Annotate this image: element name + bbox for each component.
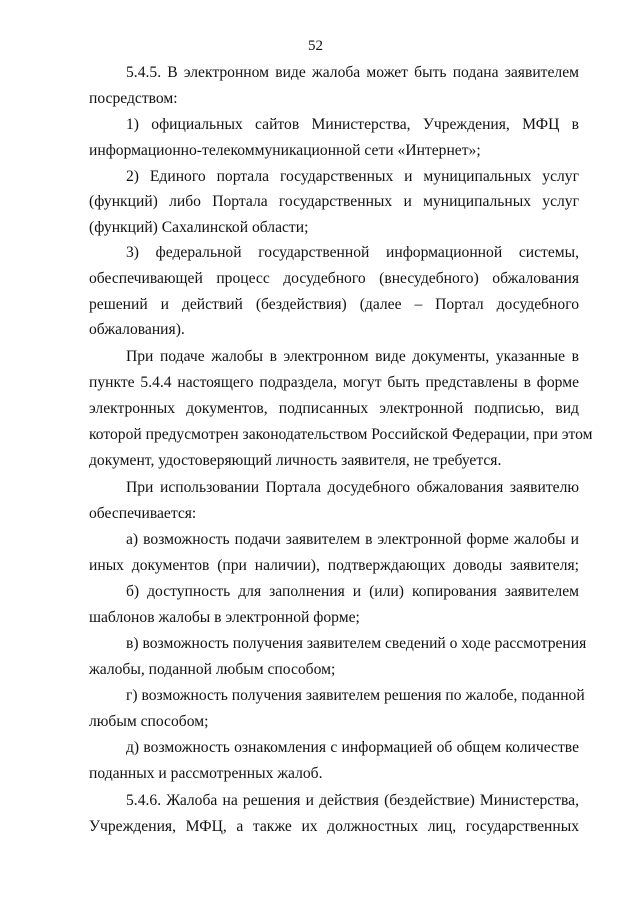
text-line: иных документов (при наличии), подтверждающих доводы заявителя; bbox=[89, 557, 579, 574]
text-line: в) возможность получения заявителем сведений о ходе рассмотрения bbox=[126, 635, 587, 652]
text-line: (функций) Сахалинской области; bbox=[89, 219, 309, 236]
text-line: обеспечивающей процесс досудебного (внесудебного) обжалования bbox=[89, 270, 579, 287]
text-line: 3) федеральной государственной информационной системы, bbox=[126, 244, 579, 261]
text-line: 2) Единого портала государственных и муниципальных услуг bbox=[126, 168, 579, 185]
text-line: б) доступность для заполнения и (или) копирования заявителем bbox=[126, 583, 579, 600]
text-line: а) возможность подачи заявителем в электронной форме жалобы и bbox=[126, 531, 579, 548]
text-line: поданных и рассмотренных жалоб. bbox=[89, 765, 323, 782]
text-line: 5.4.6. Жалоба на решения и действия (бездействие) Министерства, bbox=[126, 792, 579, 809]
text-line: При использовании Портала досудебного обжалования заявителю bbox=[126, 479, 579, 496]
page-number: 52 bbox=[308, 38, 323, 54]
text-line: решений и действий (бездействия) (далее – Портал досудебного bbox=[89, 296, 579, 313]
text-line: (функций) либо Портала государственных и муниципальных услуг bbox=[89, 193, 579, 210]
text-line: пункте 5.4.4 настоящего подраздела, могут быть представлены в форме bbox=[89, 374, 579, 391]
text-line: обеспечивается: bbox=[89, 505, 197, 522]
text-line: При подаче жалобы в электронном виде документы, указанные в bbox=[126, 348, 579, 365]
text-line: г) возможность получения заявителем решения по жалобе, поданной bbox=[126, 687, 585, 704]
text-line: посредством: bbox=[89, 90, 178, 107]
text-line: д) возможность ознакомления с информацией об общем количестве bbox=[126, 739, 579, 756]
text-line: информационно-телекоммуникационной сети «Интернет»; bbox=[89, 142, 481, 159]
text-line: 1) официальных сайтов Министерства, Учреждения, МФЦ в bbox=[126, 116, 579, 133]
text-line: обжалования). bbox=[89, 321, 185, 338]
text-line: документ, удостоверяющий личность заявителя, не требуется. bbox=[89, 452, 502, 469]
text-line: любым способом; bbox=[89, 713, 209, 730]
text-line: Учреждения, МФЦ, а также их должностных лиц, государственных bbox=[89, 818, 579, 835]
text-line: шаблонов жалобы в электронной форме; bbox=[89, 609, 360, 626]
text-line: которой предусмотрен законодательством Российской Федерации, при этом bbox=[89, 426, 593, 443]
text-line: электронных документов, подписанных электронной подписью, вид bbox=[89, 400, 579, 417]
text-line: жалобы, поданной любым способом; bbox=[89, 661, 336, 678]
text-line: 5.4.5. В электронном виде жалоба может быть подана заявителем bbox=[126, 64, 579, 81]
